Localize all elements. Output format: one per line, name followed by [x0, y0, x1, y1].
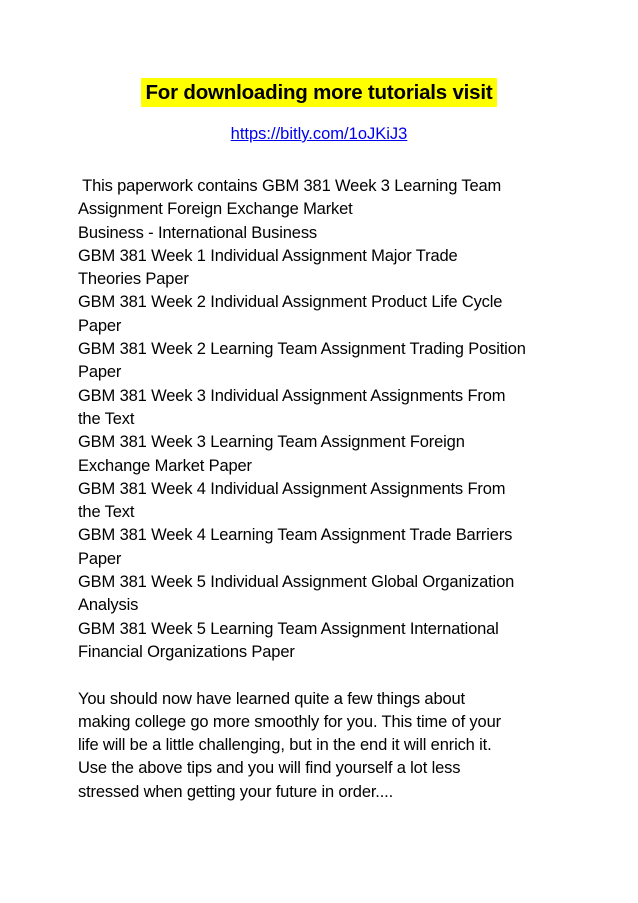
closing-line: Use the above tips and you will find yourself a lot less	[78, 759, 461, 778]
body-line: GBM 381 Week 2 Individual Assignment Product Life Cycle	[78, 293, 503, 312]
body-line: GBM 381 Week 3 Learning Team Assignment Foreign	[78, 433, 465, 452]
body-line: Business - International Business	[78, 223, 318, 242]
closing-line: making college go more smoothly for you. This time of your	[78, 712, 501, 731]
body-line: GBM 381 Week 4 Learning Team Assignment Trade Barriers	[78, 526, 513, 545]
body-line: the Text	[78, 503, 135, 522]
closing-line: life will be a little challenging, but in the end it will enrich it.	[78, 736, 492, 755]
paragraph-gap	[78, 664, 578, 687]
body-line: Financial Organizations Paper	[78, 642, 295, 661]
body-line: Assignment Foreign Exchange Market	[78, 200, 353, 219]
tutorial-link[interactable]: https://bitly.com/1oJKiJ3	[230, 125, 408, 143]
body-line: GBM 381 Week 3 Individual Assignment Assignments From	[78, 386, 506, 405]
body-line: Theories Paper	[78, 270, 189, 289]
link-container	[0, 122, 638, 146]
body-line: GBM 381 Week 4 Individual Assignment Assignments From	[78, 479, 506, 498]
header	[0, 78, 638, 107]
body-line: GBM 381 Week 5 Individual Assignment Global Organization	[78, 573, 515, 592]
body-line: Paper	[78, 316, 122, 335]
body-line: GBM 381 Week 2 Learning Team Assignment Trading Position	[78, 340, 526, 359]
body-text	[78, 175, 578, 804]
page-title: For downloading more tutorials visit	[141, 78, 496, 107]
body-line: GBM 381 Week 1 Individual Assignment Major Trade	[78, 246, 458, 265]
closing-line: You should now have learned quite a few things about	[78, 689, 465, 708]
body-line: the Text	[78, 409, 135, 428]
body-line: Analysis	[78, 596, 139, 615]
body-line: GBM 381 Week 5 Learning Team Assignment International	[78, 619, 499, 638]
body-line: This paperwork contains GBM 381 Week 3 Learning Team	[78, 177, 502, 195]
closing-line: stressed when getting your future in order....	[78, 782, 394, 801]
body-line: Exchange Market Paper	[78, 456, 252, 475]
body-line: Paper	[78, 549, 122, 568]
body-line: Paper	[78, 363, 122, 382]
